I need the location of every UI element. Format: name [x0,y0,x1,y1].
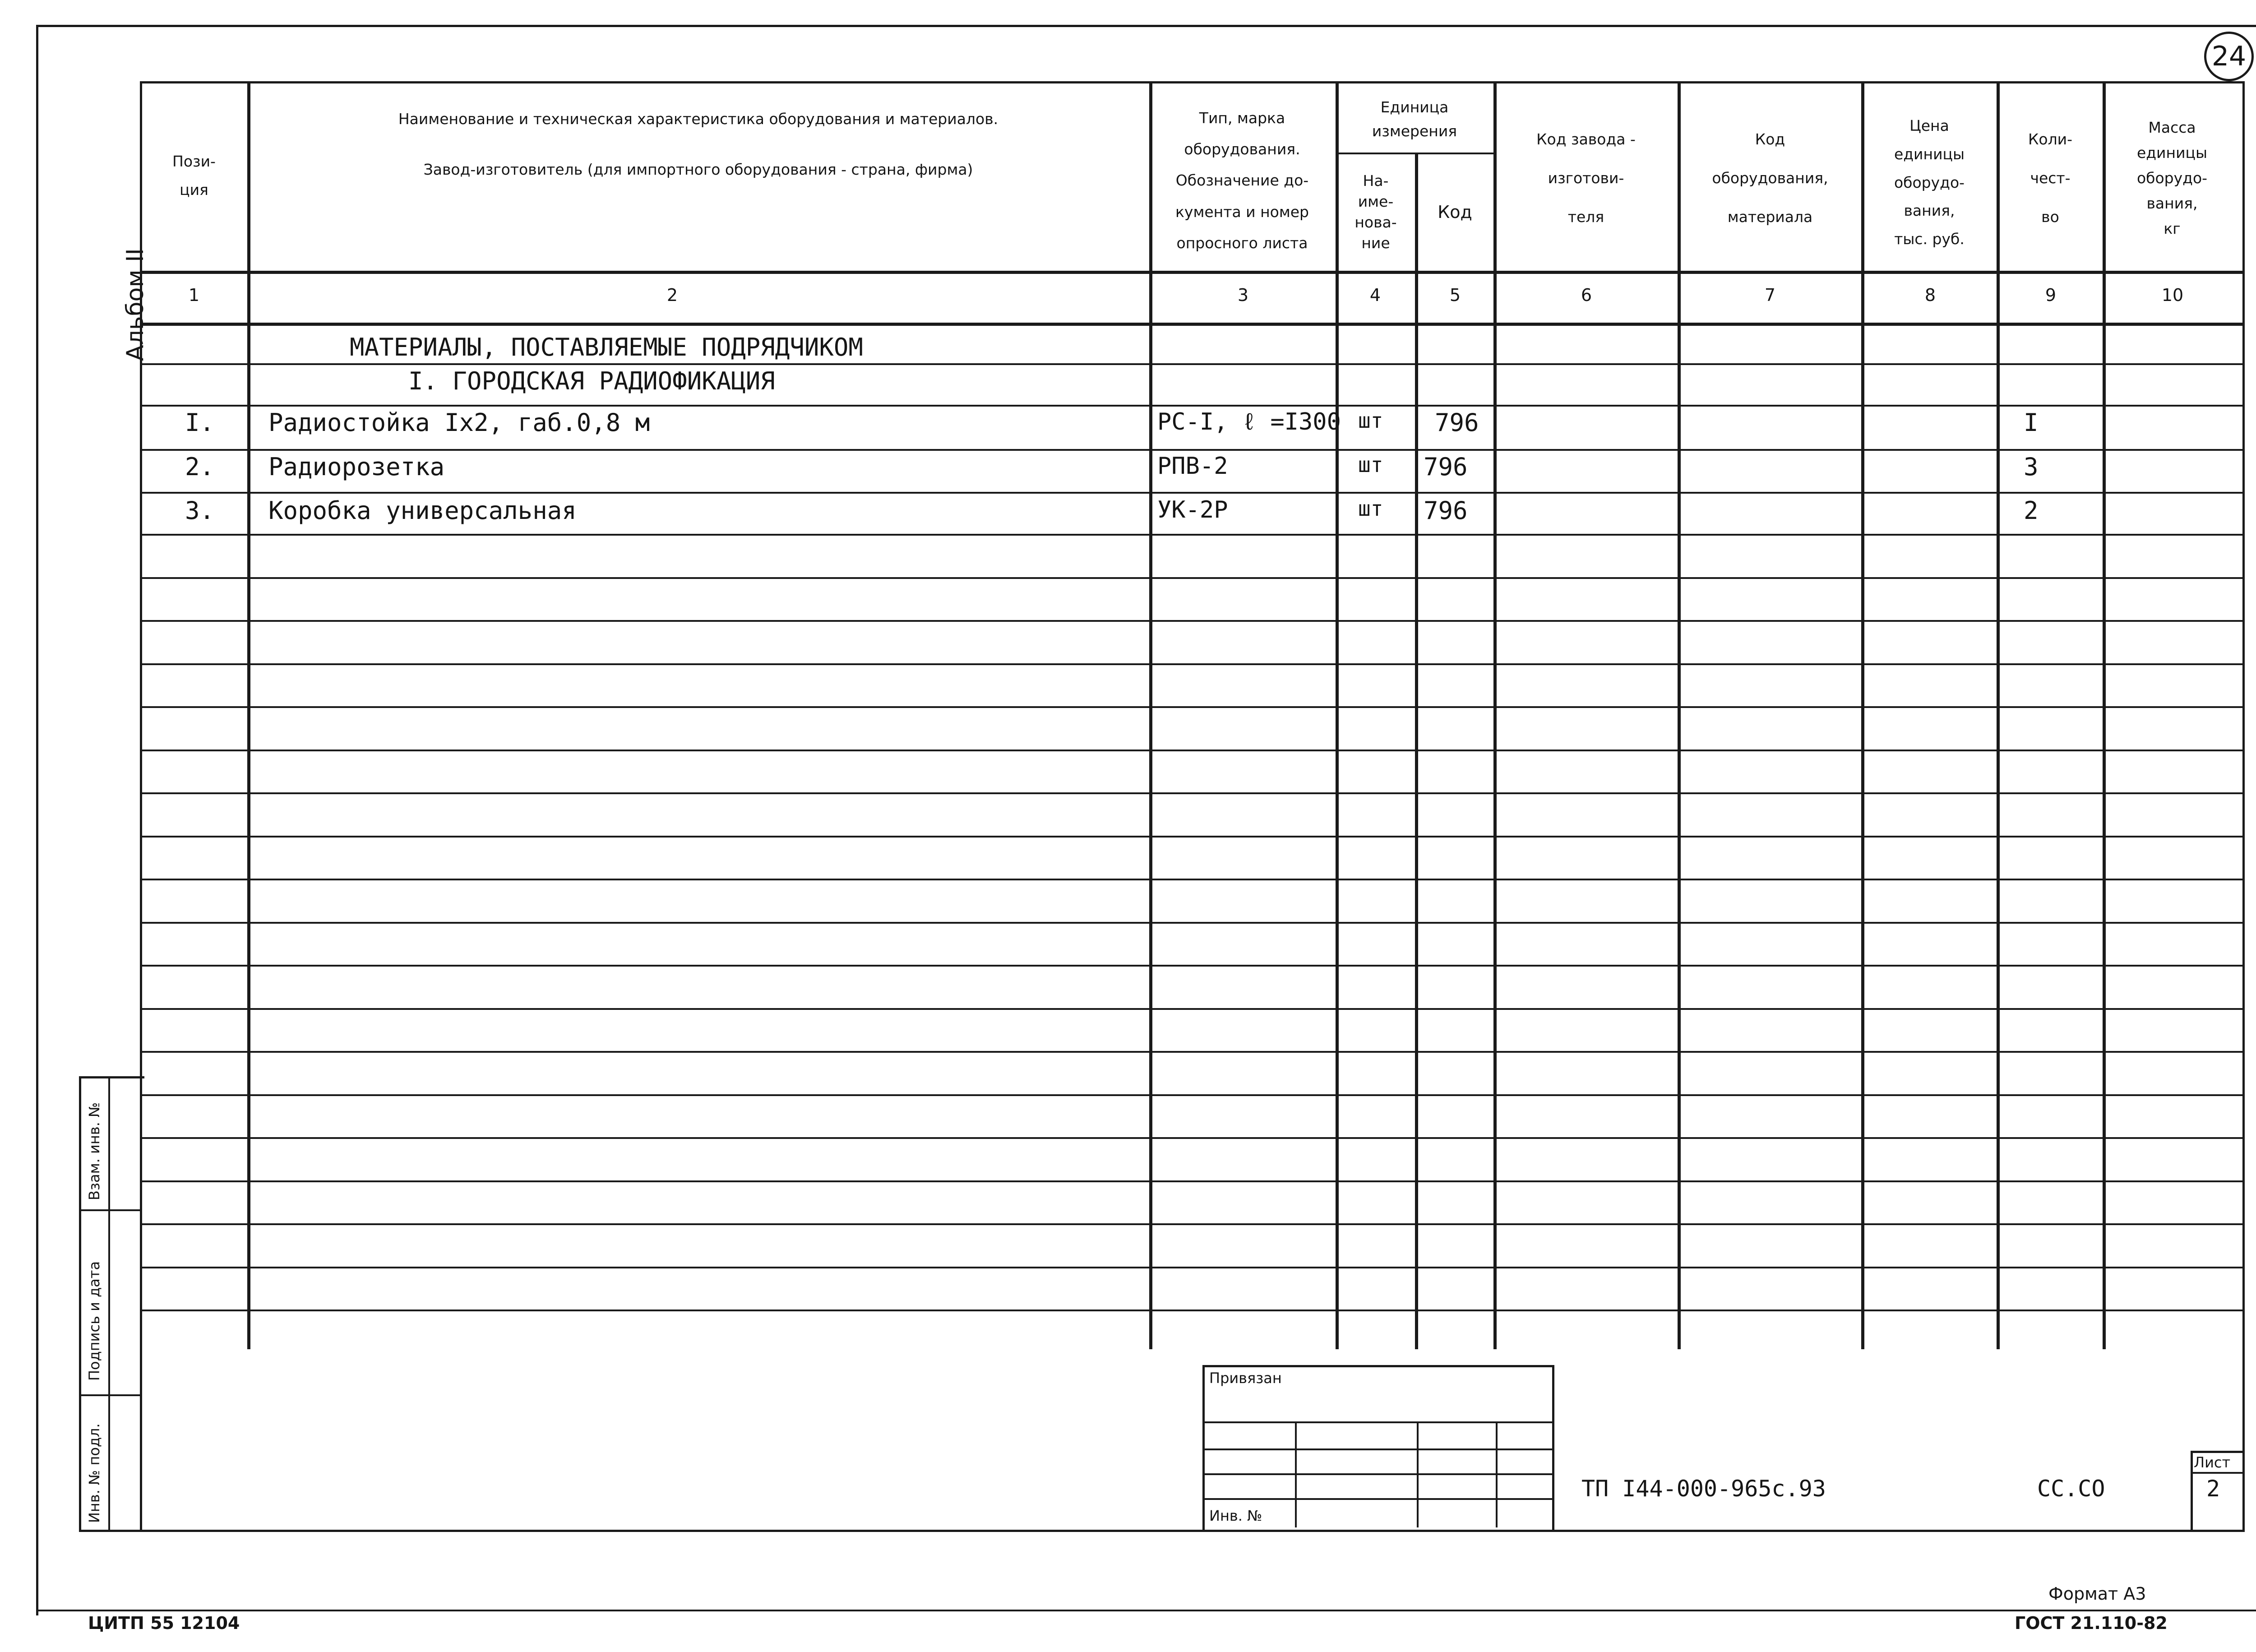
row-2-unit: шт [1358,453,1383,477]
sheet-number-circle [2204,32,2254,81]
row-line [140,750,2242,751]
subsection-title: I. ГОРОДСКАЯ РАДИОФИКАЦИЯ [408,367,775,395]
row-line [140,922,2242,924]
row-line [140,1267,2242,1268]
page-bottom-line [36,1610,2256,1611]
col-sep-5 [1493,81,1497,1349]
inv-no-label: Инв. № [1209,1507,1262,1524]
row-3-qty: 2 [2024,496,2039,525]
stamp-podpis: Подпись и дата [86,1261,103,1381]
section-title: МАТЕРИАЛЫ, ПОСТАВЛЯЕМЫЕ ПОДРЯДЧИКОМ [350,333,863,361]
row-2-qty: 3 [2024,453,2039,481]
row-3-pos: 3. [185,496,215,525]
row-line [140,1223,2242,1225]
row-1-code: 796 [1435,408,1479,437]
row-line [140,663,2242,665]
row-line [140,449,2242,451]
col-sep-6 [1678,81,1681,1349]
row-3-code: 796 [1424,496,1468,525]
footer-left: ЦИТП 55 12104 [88,1613,240,1633]
colnum-4: 4 [1369,285,1381,305]
row-line [140,405,2242,407]
priv-v-2 [1417,1421,1419,1527]
album-label: Альбом II [122,248,149,361]
col-sep-3 [1336,81,1339,1349]
privyazan-box [1202,1365,1554,1530]
colnum-2: 2 [666,285,678,305]
priv-line-4 [1202,1498,1552,1500]
list-number: 2 [2206,1476,2220,1502]
row-line [140,879,2242,880]
privyazan-label: Привязан [1209,1370,1282,1387]
row-1-pos: I. [185,408,215,437]
row-line [140,1310,2242,1311]
side-stamp-divider [108,1076,110,1530]
row-1-type: РС-I, ℓ =I300 [1157,408,1341,435]
priv-line-1 [1202,1421,1552,1423]
priv-v-1 [1295,1421,1297,1527]
colnum-3: 3 [1237,285,1249,305]
row-line [140,534,2242,536]
sheet-number: 24 [2211,41,2247,72]
row-line [140,1137,2242,1139]
row-line [140,1008,2242,1010]
row-line [140,706,2242,708]
row-1-name: Радиостойка Iх2, габ.0,8 м [268,408,650,437]
hdr-col-8: Цена единицы оборудо- вания, тыс. руб. [1894,117,1965,248]
col-sep-7 [1861,81,1864,1349]
row-1-qty: I [2024,408,2039,437]
footer-gost: ГОСТ 21.110-82 [2015,1613,2168,1633]
stamp-inv: Инв. № подл. [86,1423,103,1523]
row-2-type: РПВ-2 [1157,453,1228,480]
priv-line-3 [1202,1473,1552,1475]
unit-split [1336,153,1493,154]
row-3-type: УК-2Р [1157,496,1228,523]
row-line [140,1094,2242,1096]
stamp-vzam: Взам. инв. № [86,1102,103,1200]
hdr-col-10: Масса единицы оборудо- вания, кг [2136,118,2208,238]
colnum-7: 7 [1764,285,1776,305]
row-1-unit: шт [1358,408,1383,433]
row-2-code: 796 [1424,453,1468,481]
doc-code: ТП I44-000-965с.93 [1581,1476,1826,1502]
hdr-col-7: Код оборудования, материала [1712,130,1828,226]
row-2-pos: 2. [185,453,215,481]
row-3-name: Коробка универсальная [268,496,577,525]
row-line [140,965,2242,967]
hdr-unit-group: Единица измерения [1372,98,1457,140]
side-stamp-line-1 [79,1209,142,1211]
colnum-9: 9 [2045,285,2057,305]
hdr-col-3: Тип, марка оборудования. Обозначение до- кумента и номер опросного листа [1175,109,1309,252]
row-line [140,577,2242,579]
row-line [140,620,2242,622]
row-line [140,1051,2242,1053]
hdr-col-2: Наименование и техническая характеристика оборудования и материалов. Завод-изготовитель (для импортного оборудования - страна, фирма) [398,110,999,178]
colnum-6: 6 [1581,285,1592,305]
colnum-8: 8 [1924,285,1936,305]
list-label: Лист [2194,1454,2231,1471]
col-sep-2 [1149,81,1152,1349]
colnum-1: 1 [188,285,200,305]
hdr-col-6: Код завода - изготови- теля [1536,130,1636,226]
hdr-col-1: Пози- ция [172,153,216,199]
hdr-col-4: На- име- нова- ние [1355,171,1397,252]
hdr-col-5: Код [1438,202,1472,222]
col-sep-1 [247,81,250,1349]
colnum-bottom [140,323,2242,326]
row-line [140,1180,2242,1182]
row-line [140,492,2242,494]
colnum-10: 10 [2161,285,2184,305]
priv-v-3 [1496,1421,1498,1527]
priv-line-2 [1202,1448,1552,1450]
list-box-line [2191,1472,2242,1474]
format-label: Формат A3 [2048,1584,2146,1604]
col-sep-9 [2103,81,2106,1349]
row-line [140,363,2242,365]
header-bottom [140,271,2242,274]
colnum-5: 5 [1449,285,1461,305]
col-sep-8 [1997,81,2000,1349]
doc-mark: СС.СО [2037,1476,2105,1502]
hdr-col-9: Коли- чест- во [2028,130,2073,226]
side-stamp-line-2 [79,1394,142,1396]
row-line [140,836,2242,838]
row-line [140,792,2242,794]
row-2-name: Радиорозетка [268,453,445,481]
row-3-unit: шт [1358,496,1383,521]
